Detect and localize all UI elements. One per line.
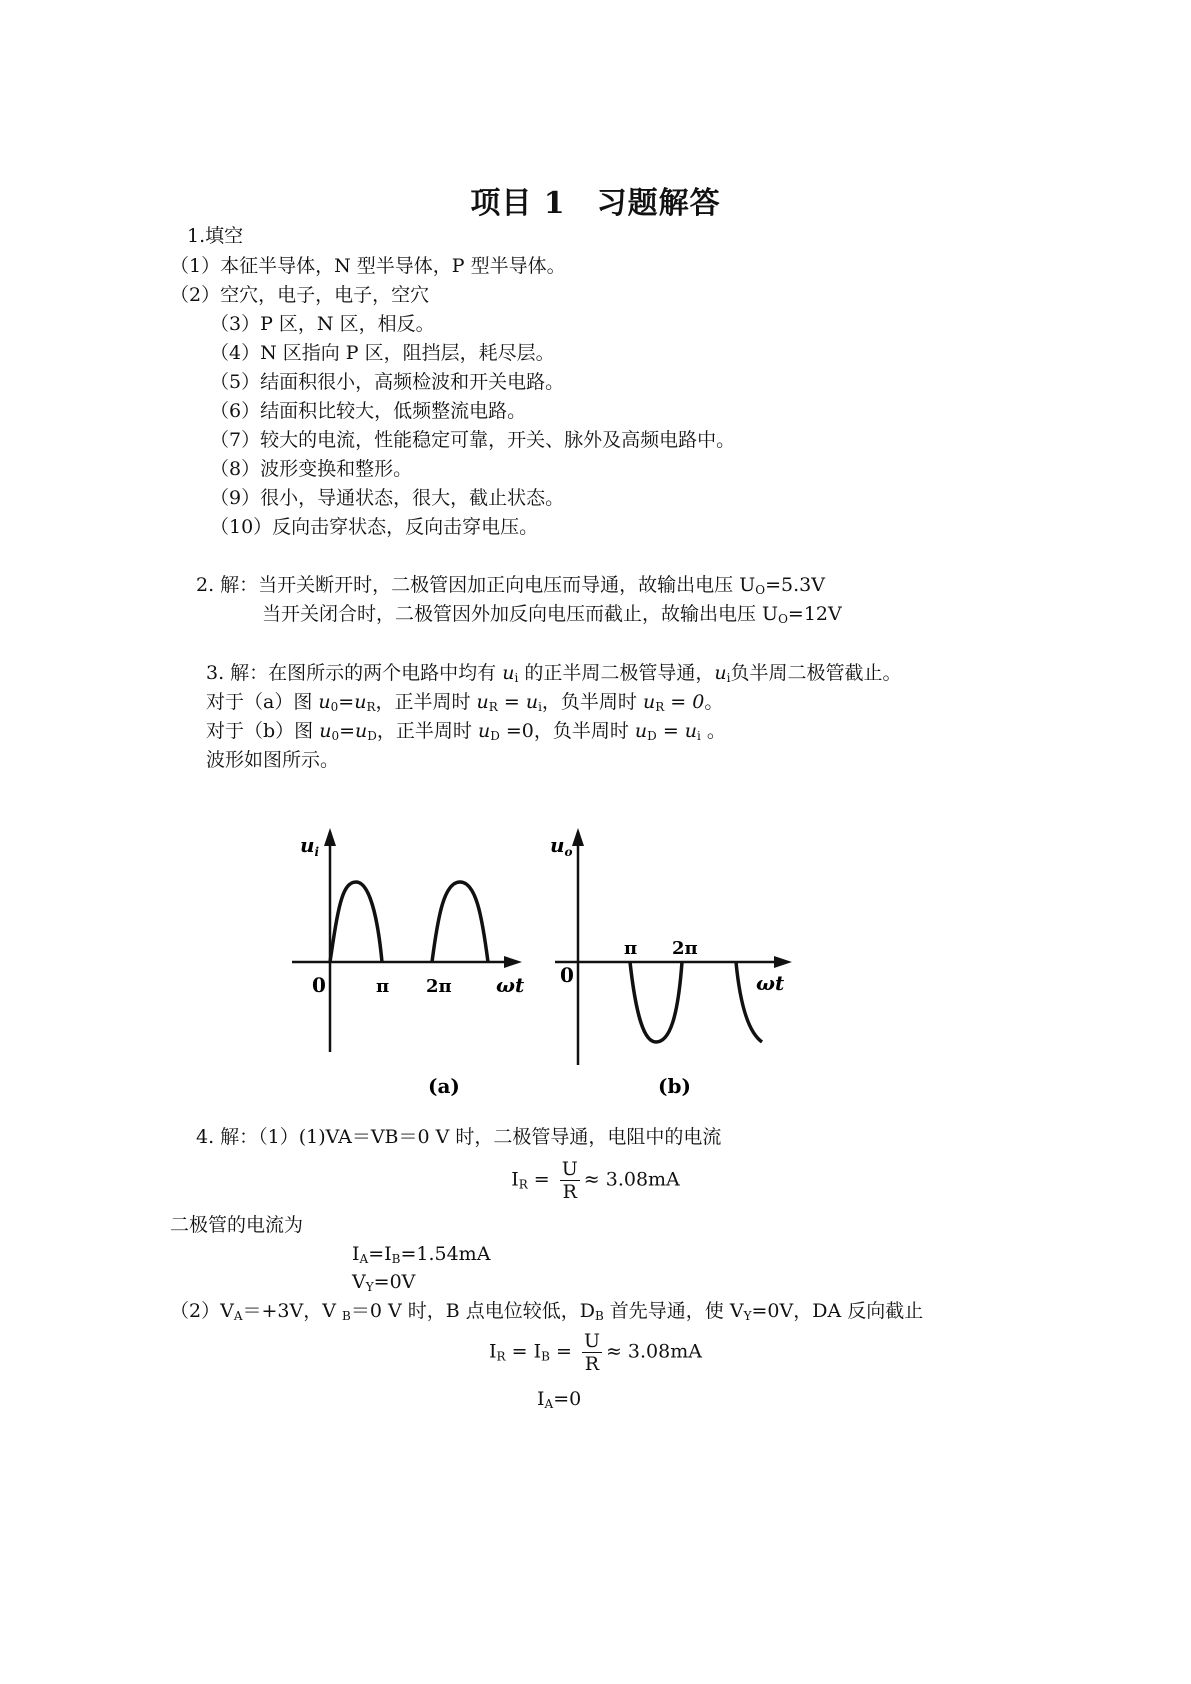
q1-item-4: （4）N 区指向 P 区，阻挡层，耗尽层。 [210,342,555,364]
waveform-b-pi-label: π [624,938,638,959]
q3-line-4: 波形如图所示。 [206,749,340,771]
page-title: 项目 1 习题解答 [470,186,721,221]
waveform-b-ylabel: $u_o$ [550,833,573,859]
q4-line-2: 二极管的电流为 [170,1214,304,1236]
q1-item-10: （10）反向击穿状态，反向击穿电压。 [210,516,539,538]
waveform-a-x-arrow [504,956,522,968]
waveform-b-origin: 0 [560,963,574,987]
q4-ia-ib: $I_A=I_B=1.54mA$ [352,1243,491,1266]
waveform-a-origin: 0 [312,973,326,997]
waveform-a-caption: (a) [428,1074,460,1098]
q4-equation-1: $I_R$ = $\frac{U}{R}$ ≈ 3.08mA [511,1158,680,1203]
waveform-b-2pi-label: 2π [672,938,698,959]
q3-line-3: 对于（b）图 $u_0=u_D$，正半周时 $u_D =0$，负半周时 $u_D = u_i$ 。 [206,720,726,743]
q1-item-6: （6）结面积比较大，低频整流电路。 [210,400,527,422]
waveform-a-y-arrow [324,828,336,846]
q1-item-7: （7）较大的电流，性能稳定可靠，开关、脉外及高频电路中。 [210,429,736,451]
waveform-a [292,828,522,1052]
waveform-a-xlabel: ωt [496,973,525,997]
waveform-a-half-wave-2 [432,882,488,962]
q1-heading: 1.填空 [187,225,244,247]
q1-item-1: （1）本征半导体，N 型半导体，P 型半导体。 [170,255,566,277]
q2-line-1: 2. 解：当开关断开时，二极管因加正向电压而导通，故输出电压 $U_O=5.3V$ [196,574,825,597]
waveform-b-negative-half-wave [630,962,682,1042]
waveform-b-x-arrow [774,956,792,968]
q4-line-1: 4. 解：（1）(1)VA＝VB＝0 V 时，二极管导通，电阻中的电流 [196,1126,722,1148]
q1-item-8: （8）波形变换和整形。 [210,458,413,480]
q4-ia-zero: $I_A=0$ [537,1388,582,1411]
q4-vy: $V_Y=0V$ [352,1271,416,1294]
waveform-a-pi-label: π [376,976,390,997]
waveform-b-caption: (b) [658,1074,691,1098]
q2-line-2: 当开关闭合时，二极管因外加反向电压而截止，故输出电压 $U_O=12V$ [262,603,842,626]
waveform-a-half-wave-1 [330,882,382,962]
q4-equation-2: $I_R = I_B$ = $\frac{U}{R}$ ≈ 3.08mA [489,1330,702,1375]
q4-line-3: $(2)V_A=+3V$，V $_B$＝0 V 时，B 点电位较低，$D_B$ 首先导通，使 $V_Y=0V$，DA 反向截止 [170,1300,924,1323]
waveform-a-ylabel: $u_i$ [300,833,320,859]
waveform-b-xlabel: ωt [756,971,785,995]
waveform-figure [280,820,800,1110]
q1-item-9: （9）很小，导通状态，很大，截止状态。 [210,487,565,509]
q3-line-1: 3. 解：在图所示的两个电路中均有 $u_i$ 的正半周二极管导通，$u_i$负半周二极管截止。 [206,662,902,685]
waveform-b-y-arrow [572,828,584,846]
q1-item-3: （3）P 区，N 区，相反。 [210,313,435,335]
q3-line-2: 对于（a）图 $u_0=u_R$，正半周时 $u_R = u_i$，负半周时 $u_R = 0$。 [206,691,724,714]
q1-item-5: （5）结面积很小，高频检波和开关电路。 [210,371,565,393]
waveform-a-2pi-label: 2π [426,976,452,997]
q1-item-2: （2）空穴，电子，电子，空穴 [170,284,430,306]
